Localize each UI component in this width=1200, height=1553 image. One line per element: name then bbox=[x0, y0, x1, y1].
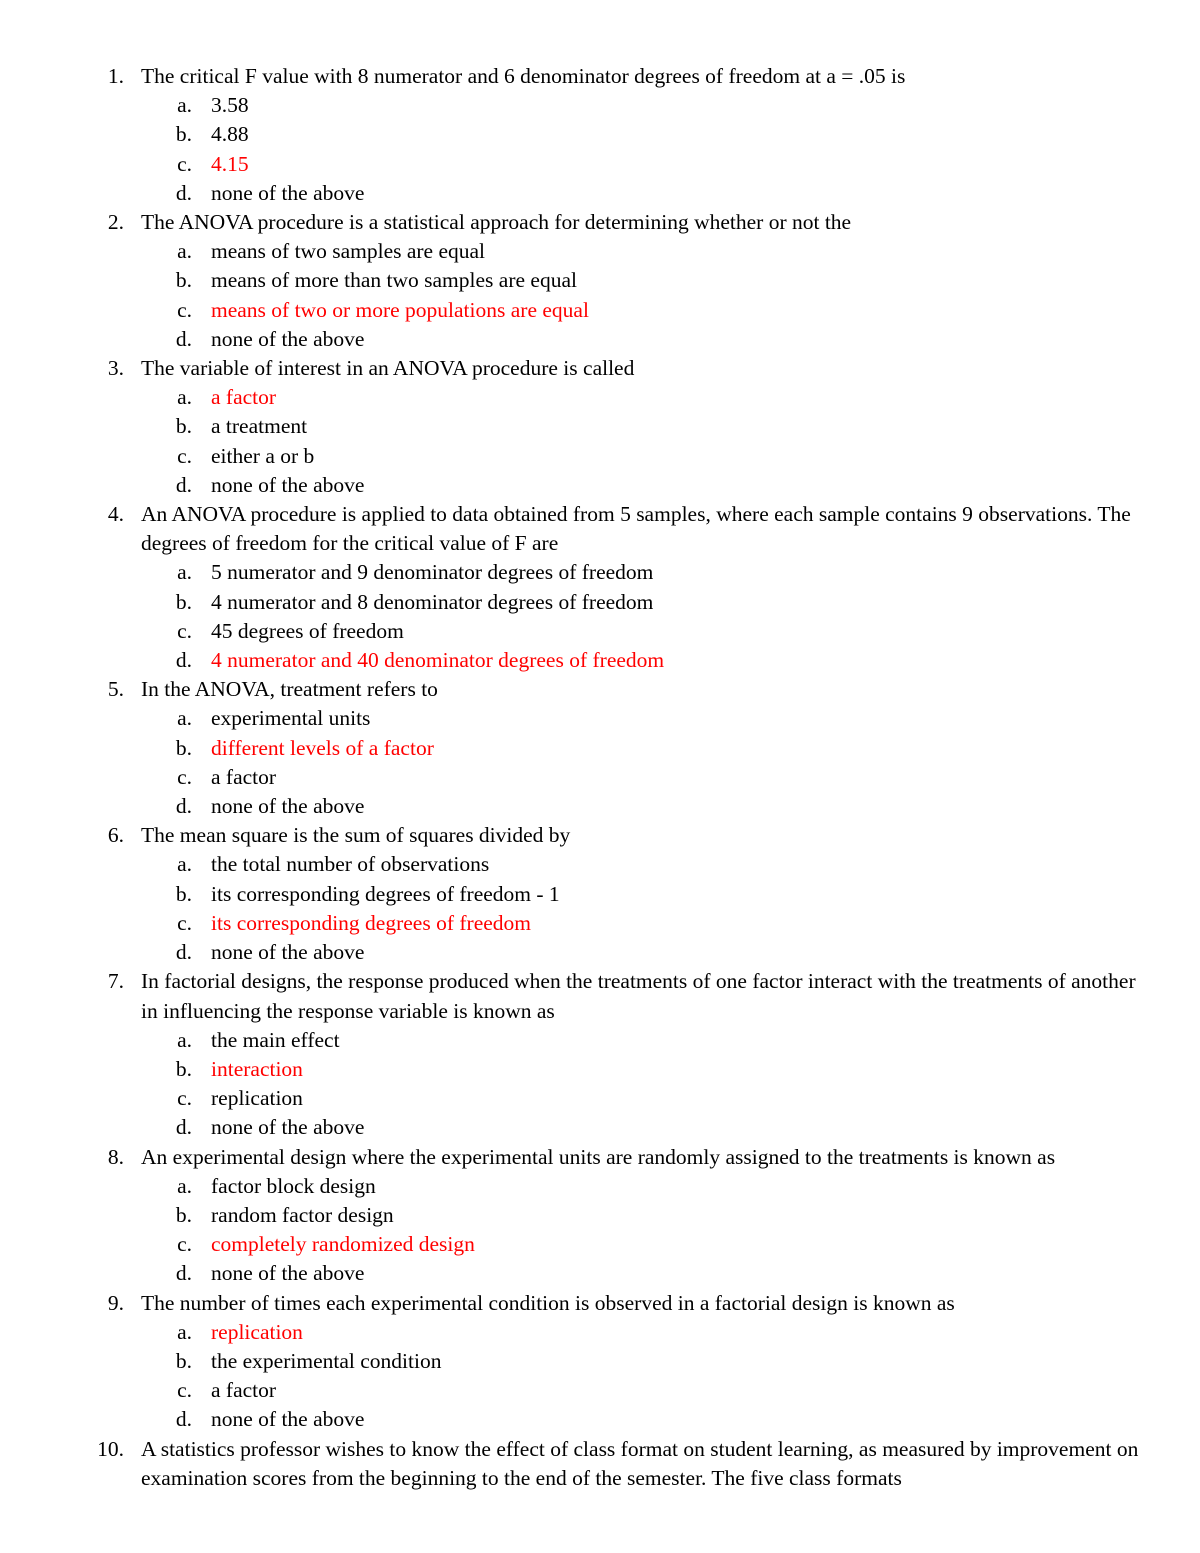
option-letter: a. bbox=[177, 706, 192, 731]
question-text: The mean square is the sum of squares divided by bbox=[141, 823, 571, 848]
question-number: 7. bbox=[107, 969, 124, 994]
question-text: The number of times each experimental condition is observed in a factorial design is known as bbox=[141, 1290, 955, 1315]
option-text: its corresponding degrees of freedom - 1 bbox=[211, 881, 560, 906]
option-letter: c. bbox=[177, 764, 192, 789]
option-letter: b. bbox=[175, 589, 192, 614]
option-letter: a. bbox=[177, 852, 192, 877]
answer-option bbox=[0, 880, 1200, 909]
option-letter: a. bbox=[177, 93, 192, 118]
answer-options bbox=[0, 558, 1200, 675]
option-letter: d. bbox=[175, 1407, 192, 1432]
option-letter: a. bbox=[177, 1027, 192, 1052]
option-letter: d. bbox=[175, 940, 192, 965]
question-text: The critical F value with 8 numerator and 6 denominator degrees of freedom at a = .05 is bbox=[141, 64, 906, 88]
option-letter: b. bbox=[175, 414, 192, 439]
option-text: none of the above bbox=[211, 940, 365, 965]
answer-option-correct bbox=[0, 1055, 1200, 1084]
answer-options bbox=[0, 850, 1200, 967]
option-letter: d. bbox=[175, 1261, 192, 1286]
answer-option bbox=[0, 1113, 1200, 1142]
answer-option bbox=[0, 558, 1200, 587]
question-number: 1. bbox=[107, 64, 124, 88]
option-text: 5 numerator and 9 denominator degrees of freedom bbox=[211, 560, 654, 585]
question-text: A statistics professor wishes to know the effect of class format on student learning, as measured by improvement on examination scores from the beginning to the end of the semester. The five class formats bbox=[141, 1436, 1139, 1490]
option-text: none of the above bbox=[211, 1261, 365, 1286]
question-stem bbox=[0, 208, 1200, 237]
answer-option bbox=[0, 1172, 1200, 1201]
option-letter: a. bbox=[177, 1173, 192, 1198]
question-number: 5. bbox=[107, 677, 124, 702]
option-letter: b. bbox=[175, 268, 192, 293]
question-number: 2. bbox=[107, 210, 124, 235]
option-text: a factor bbox=[211, 385, 277, 410]
option-letter: b. bbox=[175, 1202, 192, 1227]
answer-option-correct bbox=[0, 909, 1200, 938]
option-text: 4 numerator and 8 denominator degrees of freedom bbox=[211, 589, 654, 614]
question-block bbox=[0, 62, 1200, 208]
option-text: its corresponding degrees of freedom bbox=[211, 910, 532, 935]
answer-option-correct bbox=[0, 734, 1200, 763]
option-text: none of the above bbox=[211, 180, 365, 205]
answer-option-correct bbox=[0, 296, 1200, 325]
option-letter: b. bbox=[175, 1348, 192, 1373]
question-stem bbox=[0, 675, 1200, 704]
option-text: replication bbox=[211, 1319, 303, 1344]
option-text: 45 degrees of freedom bbox=[211, 618, 404, 643]
answer-option bbox=[0, 704, 1200, 733]
question-text: The variable of interest in an ANOVA procedure is called bbox=[141, 356, 635, 381]
document-page bbox=[0, 62, 1200, 1493]
option-text: a factor bbox=[211, 764, 277, 789]
option-text: a treatment bbox=[211, 414, 308, 439]
question-block bbox=[0, 500, 1200, 675]
option-letter: c. bbox=[177, 1232, 192, 1257]
option-letter: b. bbox=[175, 1056, 192, 1081]
question-text: An ANOVA procedure is applied to data obtained from 5 samples, where each sample contains 9 observations. The degrees of freedom for the critical value of F are bbox=[141, 502, 1131, 556]
answer-option bbox=[0, 763, 1200, 792]
option-text: the total number of observations bbox=[211, 852, 490, 877]
question-number: 8. bbox=[107, 1144, 124, 1169]
question-block bbox=[0, 675, 1200, 821]
question-text: In factorial designs, the response produced when the treatments of one factor interact with the treatments of another in influencing the response variable is known as bbox=[141, 969, 1136, 1023]
option-text: interaction bbox=[211, 1056, 303, 1081]
answer-option bbox=[0, 1201, 1200, 1230]
option-text: either a or b bbox=[211, 443, 315, 468]
question-stem bbox=[0, 821, 1200, 850]
option-letter: d. bbox=[175, 472, 192, 497]
answer-option bbox=[0, 1347, 1200, 1376]
answer-option bbox=[0, 237, 1200, 266]
option-letter: b. bbox=[175, 122, 192, 147]
answer-option-correct bbox=[0, 383, 1200, 412]
answer-option bbox=[0, 850, 1200, 879]
question-text: In the ANOVA, treatment refers to bbox=[141, 677, 438, 702]
question-number: 6. bbox=[107, 823, 124, 848]
option-text: none of the above bbox=[211, 794, 365, 819]
answer-option bbox=[0, 1084, 1200, 1113]
option-text: the experimental condition bbox=[211, 1348, 442, 1373]
option-text: replication bbox=[211, 1086, 303, 1111]
answer-option-correct bbox=[0, 150, 1200, 179]
option-letter: d. bbox=[175, 1115, 192, 1140]
answer-option bbox=[0, 1026, 1200, 1055]
question-block bbox=[0, 821, 1200, 967]
answer-option-correct bbox=[0, 646, 1200, 675]
answer-options bbox=[0, 1318, 1200, 1435]
answer-option bbox=[0, 120, 1200, 149]
option-letter: d. bbox=[175, 180, 192, 205]
answer-option bbox=[0, 1376, 1200, 1405]
option-letter: c. bbox=[177, 443, 192, 468]
answer-options bbox=[0, 237, 1200, 354]
question-stem bbox=[0, 1289, 1200, 1318]
option-text: none of the above bbox=[211, 472, 365, 497]
question-stem bbox=[0, 500, 1200, 558]
answer-option bbox=[0, 179, 1200, 208]
question-number: 9. bbox=[107, 1290, 124, 1315]
option-letter: c. bbox=[177, 151, 192, 176]
option-letter: a. bbox=[177, 239, 192, 264]
question-stem bbox=[0, 354, 1200, 383]
answer-option bbox=[0, 617, 1200, 646]
answer-options bbox=[0, 383, 1200, 500]
option-text: 4.88 bbox=[211, 122, 249, 147]
option-text: 3.58 bbox=[211, 93, 249, 118]
answer-option bbox=[0, 1259, 1200, 1288]
option-text: 4 numerator and 40 denominator degrees of freedom bbox=[211, 648, 665, 673]
option-text: none of the above bbox=[211, 326, 365, 351]
question-block bbox=[0, 208, 1200, 354]
option-letter: b. bbox=[175, 735, 192, 760]
answer-options bbox=[0, 1172, 1200, 1289]
option-letter: d. bbox=[175, 326, 192, 351]
option-text: factor block design bbox=[211, 1173, 376, 1198]
option-letter: c. bbox=[177, 618, 192, 643]
answer-option bbox=[0, 792, 1200, 821]
option-letter: a. bbox=[177, 385, 192, 410]
option-text: random factor design bbox=[211, 1202, 394, 1227]
answer-options bbox=[0, 91, 1200, 208]
option-letter: a. bbox=[177, 1319, 192, 1344]
option-text: completely randomized design bbox=[211, 1232, 475, 1257]
answer-option bbox=[0, 471, 1200, 500]
question-stem bbox=[0, 62, 1200, 91]
question-stem bbox=[0, 1435, 1200, 1493]
answer-options bbox=[0, 1026, 1200, 1143]
question-block bbox=[0, 1143, 1200, 1289]
option-text: means of two samples are equal bbox=[211, 239, 486, 264]
option-text: 4.15 bbox=[211, 151, 249, 176]
question-text: The ANOVA procedure is a statistical approach for determining whether or not the bbox=[141, 210, 852, 235]
question-stem bbox=[0, 1143, 1200, 1172]
option-text: the main effect bbox=[211, 1027, 340, 1052]
question-block bbox=[0, 354, 1200, 500]
question-stem bbox=[0, 967, 1200, 1025]
option-text: experimental units bbox=[211, 706, 371, 731]
answer-option-correct bbox=[0, 1230, 1200, 1259]
option-text: a factor bbox=[211, 1378, 277, 1403]
option-text: means of two or more populations are equal bbox=[211, 297, 589, 322]
answer-option bbox=[0, 412, 1200, 441]
option-text: different levels of a factor bbox=[211, 735, 434, 760]
option-letter: a. bbox=[177, 560, 192, 585]
answer-option-correct bbox=[0, 1318, 1200, 1347]
answer-option bbox=[0, 588, 1200, 617]
option-text: none of the above bbox=[211, 1407, 365, 1432]
answer-option bbox=[0, 442, 1200, 471]
option-letter: d. bbox=[175, 648, 192, 673]
answer-option bbox=[0, 91, 1200, 120]
option-letter: c. bbox=[177, 1086, 192, 1111]
question-block bbox=[0, 1289, 1200, 1435]
answer-option bbox=[0, 266, 1200, 295]
option-letter: c. bbox=[177, 1378, 192, 1403]
question-number: 10. bbox=[97, 1436, 124, 1461]
question-number: 4. bbox=[107, 502, 124, 527]
option-text: means of more than two samples are equal bbox=[211, 268, 577, 293]
option-letter: c. bbox=[177, 910, 192, 935]
question-block bbox=[0, 1435, 1200, 1493]
option-letter: b. bbox=[175, 881, 192, 906]
answer-options bbox=[0, 704, 1200, 821]
answer-option bbox=[0, 325, 1200, 354]
question-block bbox=[0, 967, 1200, 1142]
option-text: none of the above bbox=[211, 1115, 365, 1140]
question-text: An experimental design where the experimental units are randomly assigned to the treatments is known as bbox=[141, 1144, 1056, 1169]
option-letter: c. bbox=[177, 297, 192, 322]
option-letter: d. bbox=[175, 794, 192, 819]
answer-option bbox=[0, 938, 1200, 967]
question-number: 3. bbox=[107, 356, 124, 381]
answer-option bbox=[0, 1405, 1200, 1434]
